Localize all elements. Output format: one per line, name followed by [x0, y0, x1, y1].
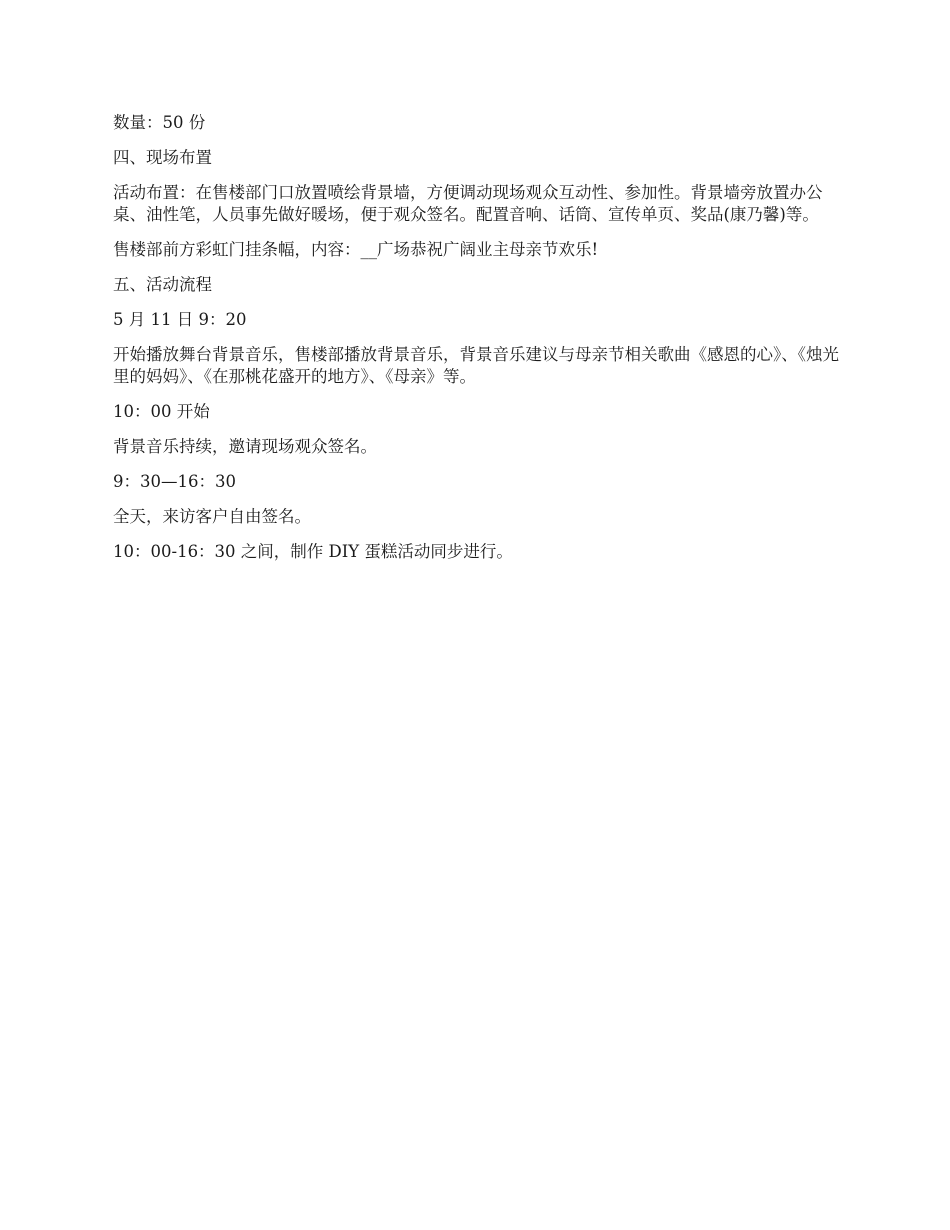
diy-cake-paragraph: 10：00-16：30 之间，制作 DIY 蛋糕活动同步进行。	[113, 542, 513, 561]
time-line-range: 9：30—16：30	[113, 472, 236, 491]
quantity-line: 数量：50 份	[113, 113, 206, 132]
banner-paragraph: 售楼部前方彩虹门挂条幅，内容：__广场恭祝广阔业主母亲节欢乐!	[113, 240, 599, 259]
music-paragraph: 开始播放舞台背景音乐，售楼部播放背景音乐，背景音乐建议与母亲节相关歌曲《感恩的心》、《烛光里的妈妈》、《在那桃花盛开的地方》、《母亲》等。	[113, 345, 839, 386]
section-heading-activity-flow: 五、活动流程	[113, 275, 212, 294]
time-line-start: 5 月 11 日 9：20	[113, 310, 247, 329]
signing-paragraph: 背景音乐持续，邀请现场观众签名。	[113, 437, 377, 456]
activity-layout-paragraph: 活动布置：在售楼部门口放置喷绘背景墙，方便调动现场观众互动性、参加性。背景墙旁放置办公桌、油性笔，人员事先做好暖场，便于观众签名。配置音响、话筒、宣传单页、奖品(康乃馨)等。	[113, 183, 823, 224]
document-page	[113, 112, 843, 576]
all-day-paragraph: 全天，来访客户自由签名。	[113, 507, 311, 526]
time-line-ten: 10：00 开始	[113, 402, 210, 421]
section-heading-site-layout: 四、现场布置	[113, 148, 212, 167]
